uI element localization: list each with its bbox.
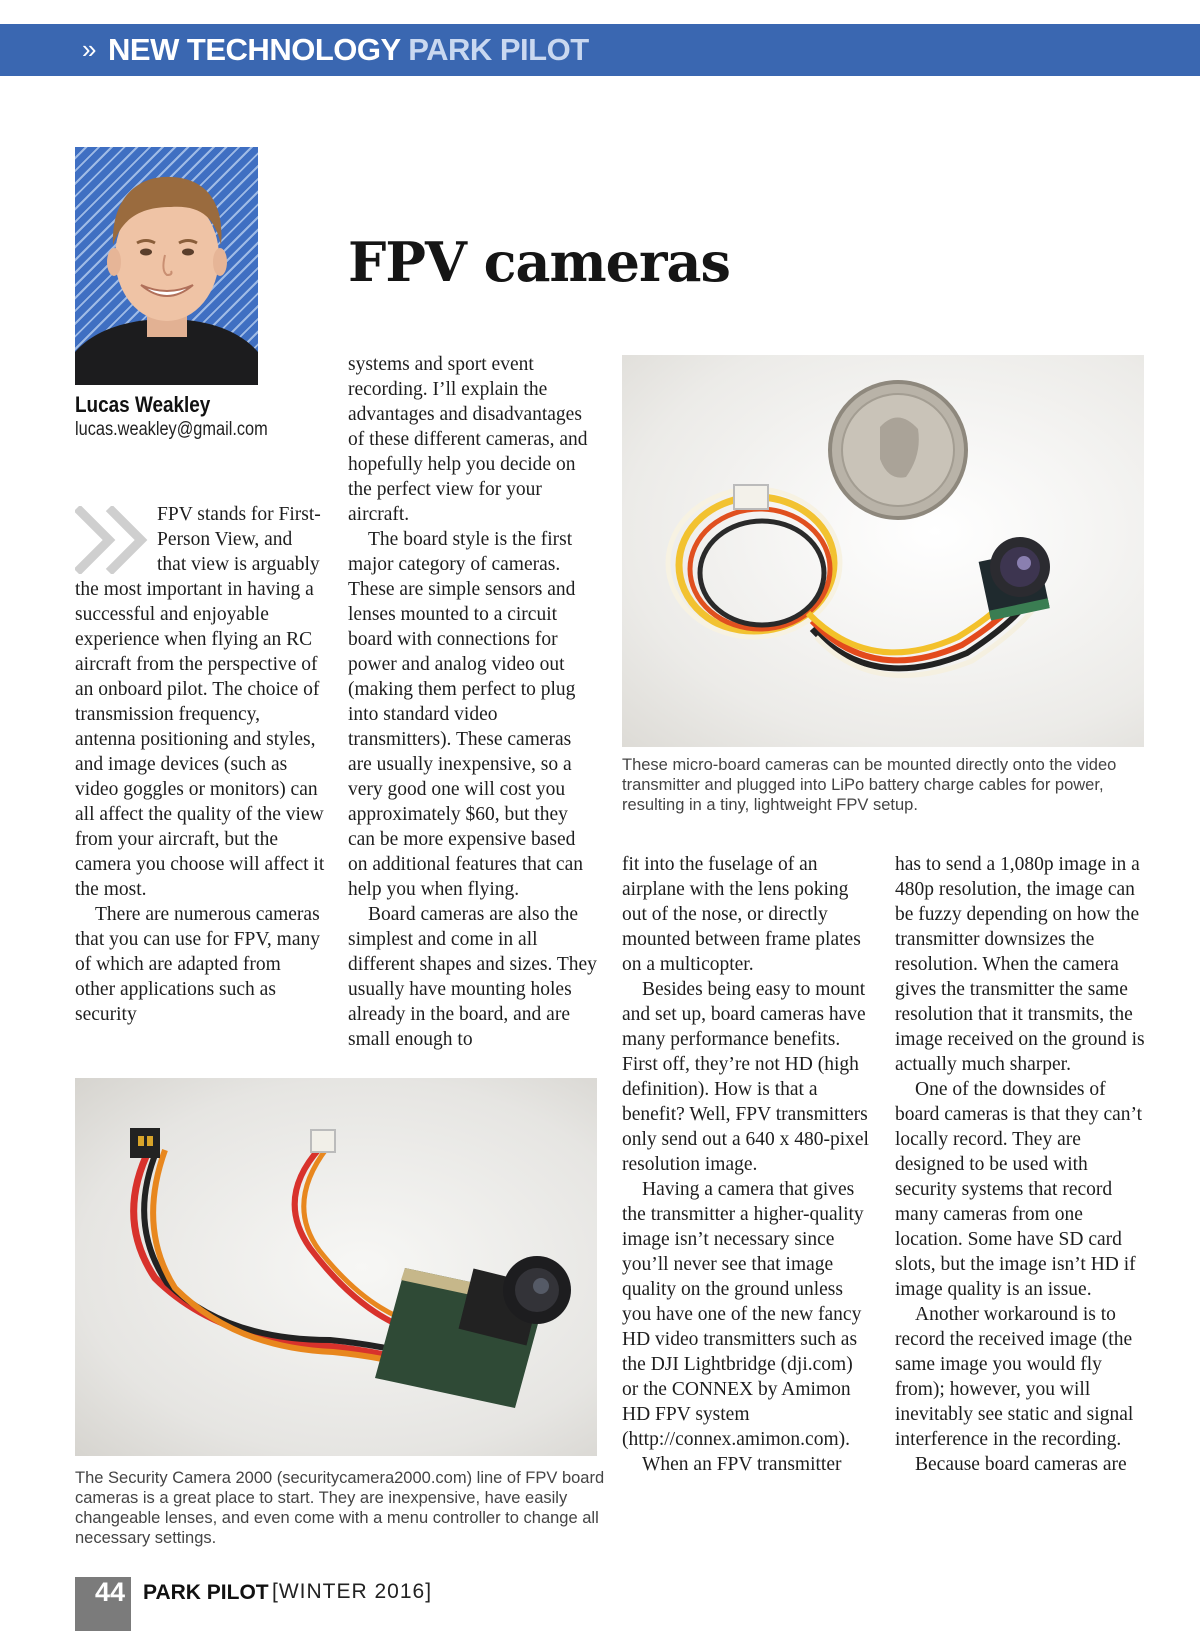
paragraph: systems and sport event recording. I’ll explain the advantages and disadvantages of these different cameras, and hopefully help you decide on the perfect view for your aircraft. xyxy=(348,354,588,525)
paragraph: Because board cameras are xyxy=(915,1454,1127,1475)
micro-camera-illustration xyxy=(622,355,1144,747)
author-email: lucas.weakley@gmail.com xyxy=(75,419,268,440)
paragraph: There are numerous cameras that you can use for FPV, many of which are adapted from other applications such as security xyxy=(75,904,320,1025)
paragraph: Besides being easy to mount and set up, board cameras have many performance benefits. First off, they’re not HD (high definition). How is that a benefit? Well, FPV transmitters only send out a 640 x 480-pixel resolution image. xyxy=(622,979,869,1175)
author-photo xyxy=(75,147,258,385)
article-column-2 xyxy=(348,352,598,1052)
paragraph: The board style is the first major category of cameras. These are simple sensors and lenses mounted to a circuit board with connections for power and analog video out (making them perfect to plug into standard video transmitters). These cameras are usually inexpensive, so a very good one will cost you approximately $60, but they can be more expensive based on additional features that can help you when flying. xyxy=(348,529,583,900)
article-column-3 xyxy=(622,852,872,1477)
double-chevron-icon xyxy=(75,506,153,574)
issue-date: [WINTER 2016] xyxy=(272,1580,433,1603)
paragraph: Having a camera that gives the transmitter a higher-quality image isn’t necessary since you’ll never see that image quality on the ground unless you have one of the new fancy HD video transmitters such as the DJI Lightbridge (dji.com) or the CONNEX by Amimon HD FPV system (http://connex.amimon.com). xyxy=(622,1179,864,1450)
security-board-camera-photo xyxy=(75,1078,597,1456)
board-camera-illustration xyxy=(75,1078,597,1456)
paragraph: fit into the fuselage of an airplane with the lens poking out of the nose, or directly mounted between frame plates on a multicopter. xyxy=(622,854,861,975)
section-secondary: PARK PILOT xyxy=(408,32,589,67)
section-banner xyxy=(0,24,1200,76)
photo-caption: The Security Camera 2000 (securitycamera2000.com) line of FPV board cameras is a great place to start. They are inexpensive, have easily changeable lenses, and even come with a menu controller to change all necessary settings. xyxy=(75,1469,605,1547)
section-primary: NEW TECHNOLOGY xyxy=(108,32,401,67)
article-column-4 xyxy=(895,852,1145,1477)
publication-name: PARK PILOT xyxy=(143,1581,269,1604)
article-title: FPV cameras xyxy=(348,230,730,294)
article-column-1 xyxy=(75,502,325,1027)
paragraph: Another workaround is to record the received image (the same image you would fly from); however, you will inevitably see static and signal interference in the recording. xyxy=(895,1304,1134,1450)
micro-board-camera-photo xyxy=(622,355,1144,747)
section-title xyxy=(108,32,589,68)
paragraph: Board cameras are also the simplest and come in all different shapes and sizes. They usually have mounting holes already in the board, and are small enough to xyxy=(348,904,597,1050)
double-chevron-icon: » xyxy=(82,34,91,64)
author-portrait-illustration xyxy=(75,147,258,385)
paragraph: When an FPV transmitter xyxy=(642,1454,842,1475)
paragraph: has to send a 1,080p image in a 480p resolution, the image can be fuzzy depending on how the transmitter downsizes the resolution. When the camera gives the transmitter the same resolution that it transmits, the image received on the ground is actually much sharper. xyxy=(895,854,1145,1075)
paragraph: FPV stands for First-Person View, and that view is arguably the most important in having a successful and enjoyable experience when flying an RC aircraft from the perspective of an onboard pilot. The choice of transmission frequency, antenna positioning and styles, and image devices (such as video goggles or monitors) can all affect the quality of the view from your aircraft, but the camera you choose will affect it the most. xyxy=(75,504,325,900)
author-name: Lucas Weakley xyxy=(75,392,211,417)
paragraph: One of the downsides of board cameras is that they can’t locally record. They are designed to be used with security systems that record many cameras from one location. Some have SD card slots, but the image isn’t HD if image quality is an issue. xyxy=(895,1079,1143,1300)
photo-caption: These micro-board cameras can be mounted directly onto the video transmitter and plugged into LiPo battery charge cables for power, resulting in a tiny, lightweight FPV setup. xyxy=(622,756,1117,814)
page-number: 44 xyxy=(95,1577,126,1607)
